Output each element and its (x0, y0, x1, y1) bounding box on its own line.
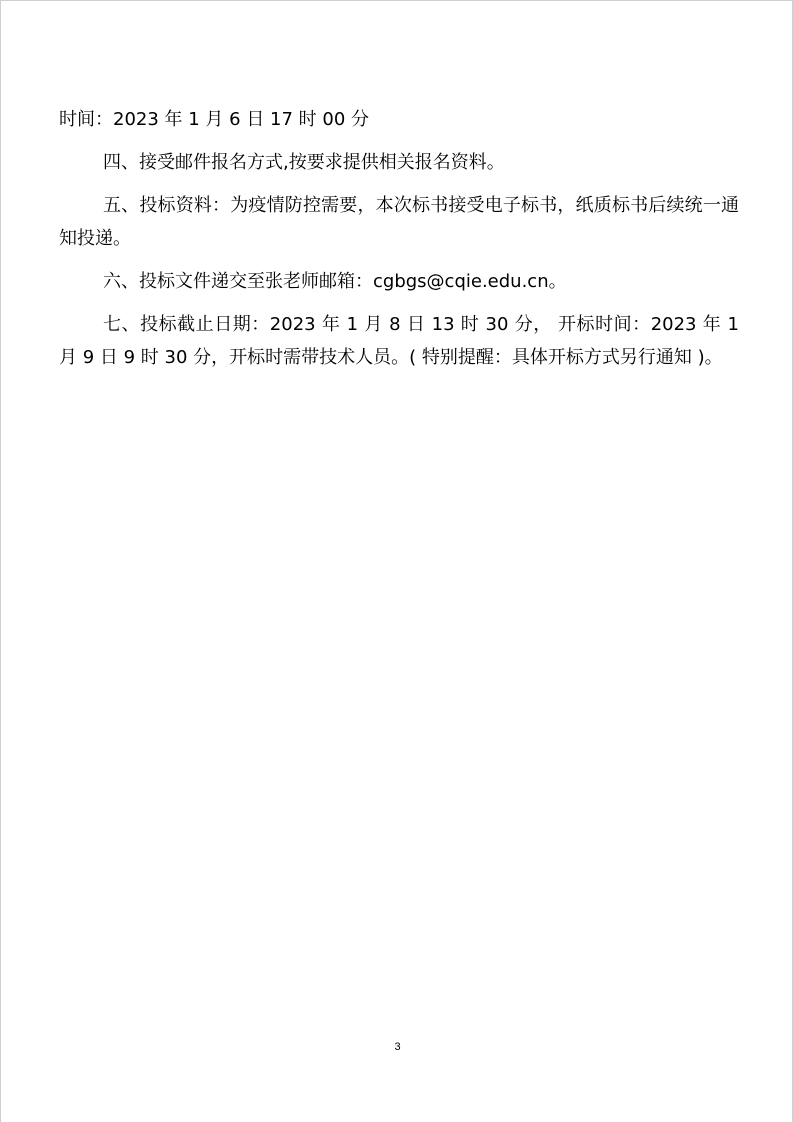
document-body (59, 103, 739, 384)
page-number: 3 (394, 1041, 401, 1053)
paragraph-deadline: 七、投标截止日期：2023 年 1 月 8 日 13 时 30 分， 开标时间：2023 年 1 月 9 日 9 时 30 分，开标时需带技术人员。( 特别提醒：具体开标方式另行通知 )。 (59, 314, 739, 368)
paragraph-registration-method: 四、接受邮件报名方式,按要求提供相关报名资料。 (103, 152, 505, 173)
paragraph-submission-email: 六、投标文件递交至张老师邮箱：cgbgs@cqie.edu.cn。 (103, 271, 567, 292)
paragraph-time: 时间：2023 年 1 月 6 日 17 时 00 分 (59, 109, 370, 130)
paragraph-bid-materials: 五、投标资料：为疫情防控需要，本次标书接受电子标书，纸质标书后续统一通知投递。 (59, 195, 739, 249)
